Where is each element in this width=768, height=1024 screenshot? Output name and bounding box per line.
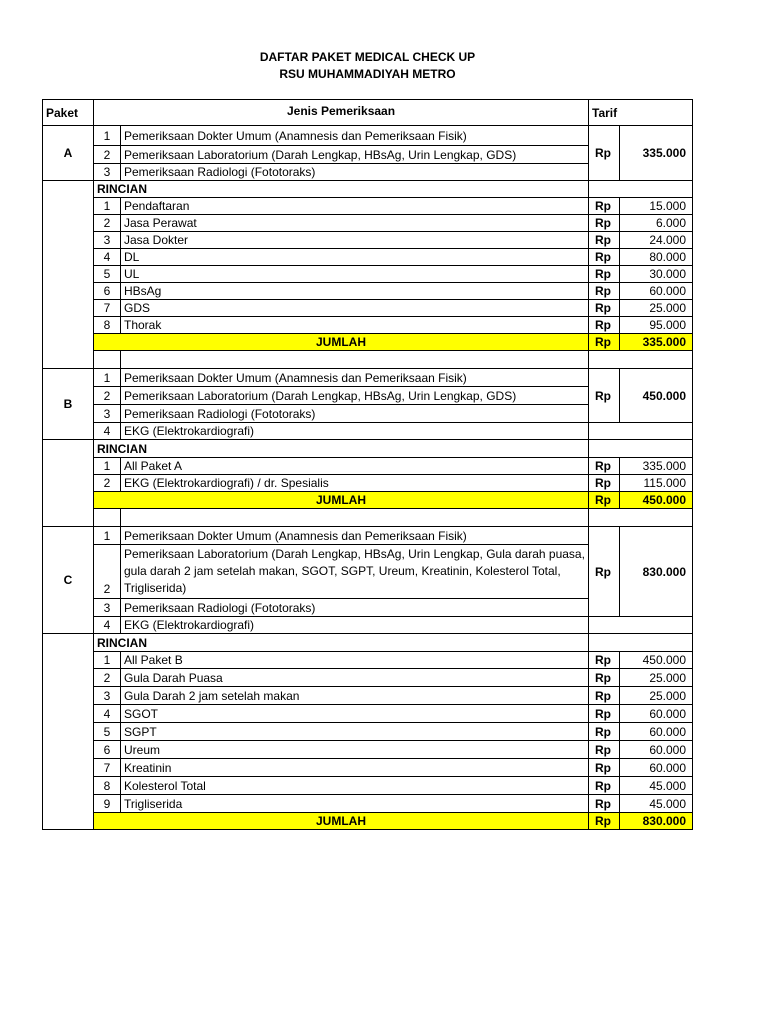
table-row — [43, 669, 693, 687]
rincian-value: 335.000 — [620, 458, 693, 475]
header-paket: Paket — [43, 100, 94, 126]
item-name: Pemeriksaan Laboratorium (Darah Lengkap, HBsAg, Urin Lengkap, Gula darah puasa, gula darah 2 jam setelah makan, SGOT, SGPT, Ureum, Kreatinin, Kolesterol Total, Trigliserida) — [121, 545, 589, 599]
rincian-label: RINCIAN — [94, 634, 589, 652]
paket-a-total: 335.000 — [620, 334, 693, 351]
paket-a-price: 335.000 — [620, 126, 693, 181]
rincian-number: 8 — [94, 317, 121, 334]
rincian-number: 3 — [94, 687, 121, 705]
table-row — [43, 617, 693, 634]
item-name: Pemeriksaan Dokter Umum (Anamnesis dan Pemeriksaan Fisik) — [121, 527, 589, 545]
currency-label: Rp — [589, 334, 620, 351]
currency-label: Rp — [589, 266, 620, 283]
spacer-row — [43, 351, 693, 369]
rincian-label: RINCIAN — [94, 440, 589, 458]
currency-label: Rp — [589, 249, 620, 266]
item-number: 2 — [94, 387, 121, 405]
rincian-value: 6.000 — [620, 215, 693, 232]
rincian-value: 450.000 — [620, 652, 693, 669]
currency-label: Rp — [589, 283, 620, 300]
table-row — [43, 759, 693, 777]
rincian-name: All Paket A — [121, 458, 589, 475]
item-name: Pemeriksaan Radiologi (Fototoraks) — [121, 164, 589, 181]
rincian-number: 6 — [94, 283, 121, 300]
table-row — [43, 317, 693, 334]
item-number: 4 — [94, 617, 121, 634]
table-row — [43, 723, 693, 741]
paket-c-currency: Rp — [589, 527, 620, 617]
paket-a-code: A — [43, 126, 94, 181]
rincian-value: 24.000 — [620, 232, 693, 249]
currency-label: Rp — [589, 317, 620, 334]
rincian-value: 25.000 — [620, 669, 693, 687]
table-row — [43, 300, 693, 317]
table-row — [43, 795, 693, 813]
rincian-value: 60.000 — [620, 705, 693, 723]
item-name: Pemeriksaan Radiologi (Fototoraks) — [121, 599, 589, 617]
table-row — [43, 369, 693, 387]
currency-label: Rp — [589, 723, 620, 741]
paket-a-rincian-spacer — [43, 181, 94, 369]
rincian-number: 1 — [94, 458, 121, 475]
currency-label: Rp — [589, 300, 620, 317]
empty-cell — [94, 351, 121, 369]
empty-cell — [589, 509, 693, 527]
jumlah-row — [43, 813, 693, 830]
rincian-name: Pendaftaran — [121, 198, 589, 215]
table-row — [43, 249, 693, 266]
paket-b-total: 450.000 — [620, 492, 693, 509]
empty-cell — [121, 351, 589, 369]
empty-cell — [589, 617, 693, 634]
rincian-name: Ureum — [121, 741, 589, 759]
table-row — [43, 777, 693, 795]
table-row — [43, 215, 693, 232]
rincian-value: 30.000 — [620, 266, 693, 283]
rincian-number: 3 — [94, 232, 121, 249]
empty-cell — [589, 351, 693, 369]
rincian-name: Gula Darah 2 jam setelah makan — [121, 687, 589, 705]
empty-cell — [589, 423, 693, 440]
jumlah-row — [43, 334, 693, 351]
paket-b-rincian-spacer — [43, 440, 94, 527]
item-name: Pemeriksaan Laboratorium (Darah Lengkap, HBsAg, Urin Lengkap, GDS) — [121, 146, 589, 164]
paket-b-price: 450.000 — [620, 369, 693, 423]
table-header-row — [43, 100, 693, 126]
header-jenis-pemeriksaan: Jenis Pemeriksaan — [94, 100, 589, 126]
item-name: EKG (Elektrokardiografi) — [121, 617, 589, 634]
rincian-header-row — [43, 440, 693, 458]
paket-a-currency: Rp — [589, 126, 620, 181]
table-row — [43, 232, 693, 249]
item-number: 2 — [94, 545, 121, 599]
table-row — [43, 266, 693, 283]
rincian-value: 60.000 — [620, 741, 693, 759]
spacer-row — [43, 509, 693, 527]
rincian-number: 9 — [94, 795, 121, 813]
rincian-name: Jasa Dokter — [121, 232, 589, 249]
empty-cell — [94, 509, 121, 527]
rincian-value: 60.000 — [620, 283, 693, 300]
paket-c-code: C — [43, 527, 94, 634]
medical-checkup-table — [42, 99, 693, 830]
currency-label: Rp — [589, 669, 620, 687]
table-row — [43, 527, 693, 545]
rincian-number: 5 — [94, 723, 121, 741]
currency-label: Rp — [589, 741, 620, 759]
rincian-value: 45.000 — [620, 795, 693, 813]
rincian-name: SGOT — [121, 705, 589, 723]
rincian-value: 95.000 — [620, 317, 693, 334]
currency-label: Rp — [589, 777, 620, 795]
rincian-header-row — [43, 181, 693, 198]
rincian-number: 5 — [94, 266, 121, 283]
item-name: Pemeriksaan Dokter Umum (Anamnesis dan Pemeriksaan Fisik) — [121, 369, 589, 387]
currency-label: Rp — [589, 215, 620, 232]
rincian-value: 25.000 — [620, 300, 693, 317]
currency-label: Rp — [589, 458, 620, 475]
rincian-number: 1 — [94, 652, 121, 669]
currency-label: Rp — [589, 232, 620, 249]
item-number: 3 — [94, 405, 121, 423]
rincian-number: 4 — [94, 249, 121, 266]
rincian-name: Thorak — [121, 317, 589, 334]
rincian-number: 7 — [94, 300, 121, 317]
rincian-value: 15.000 — [620, 198, 693, 215]
rincian-name: UL — [121, 266, 589, 283]
rincian-number: 8 — [94, 777, 121, 795]
empty-cell — [589, 440, 693, 458]
table-row — [43, 198, 693, 215]
item-name: Pemeriksaan Laboratorium (Darah Lengkap, HBsAg, Urin Lengkap, GDS) — [121, 387, 589, 405]
item-name: EKG (Elektrokardiografi) — [121, 423, 589, 440]
item-number: 2 — [94, 146, 121, 164]
item-name: Pemeriksaan Radiologi (Fototoraks) — [121, 405, 589, 423]
currency-label: Rp — [589, 652, 620, 669]
table-row — [43, 458, 693, 475]
item-number: 1 — [94, 527, 121, 545]
rincian-name: All Paket B — [121, 652, 589, 669]
rincian-number: 4 — [94, 705, 121, 723]
table-row — [43, 475, 693, 492]
table-row — [43, 741, 693, 759]
rincian-name: Kreatinin — [121, 759, 589, 777]
item-number: 4 — [94, 423, 121, 440]
empty-cell — [121, 509, 589, 527]
rincian-name: SGPT — [121, 723, 589, 741]
rincian-name: Jasa Perawat — [121, 215, 589, 232]
table-row — [43, 705, 693, 723]
paket-c-price: 830.000 — [620, 527, 693, 617]
empty-cell — [589, 181, 693, 198]
rincian-number: 6 — [94, 741, 121, 759]
rincian-name: DL — [121, 249, 589, 266]
rincian-number: 2 — [94, 215, 121, 232]
rincian-value: 80.000 — [620, 249, 693, 266]
item-number: 1 — [94, 126, 121, 146]
rincian-number: 2 — [94, 475, 121, 492]
rincian-name: Gula Darah Puasa — [121, 669, 589, 687]
paket-c-rincian-spacer — [43, 634, 94, 830]
rincian-value: 60.000 — [620, 723, 693, 741]
table-row — [43, 423, 693, 440]
rincian-number: 2 — [94, 669, 121, 687]
currency-label: Rp — [589, 492, 620, 509]
rincian-name: Trigliserida — [121, 795, 589, 813]
jumlah-label: JUMLAH — [94, 492, 589, 509]
rincian-number: 7 — [94, 759, 121, 777]
rincian-value: 45.000 — [620, 777, 693, 795]
rincian-value: 25.000 — [620, 687, 693, 705]
page-subtitle: RSU MUHAMMADIYAH METRO — [279, 67, 456, 81]
rincian-name: GDS — [121, 300, 589, 317]
currency-label: Rp — [589, 475, 620, 492]
rincian-header-row — [43, 634, 693, 652]
table-row — [43, 652, 693, 669]
empty-cell — [589, 634, 693, 652]
rincian-name: Kolesterol Total — [121, 777, 589, 795]
currency-label: Rp — [589, 795, 620, 813]
item-number: 3 — [94, 599, 121, 617]
currency-label: Rp — [589, 198, 620, 215]
rincian-value: 60.000 — [620, 759, 693, 777]
item-name: Pemeriksaan Dokter Umum (Anamnesis dan Pemeriksaan Fisik) — [121, 126, 589, 146]
currency-label: Rp — [589, 813, 620, 830]
rincian-label: RINCIAN — [94, 181, 589, 198]
table-row — [43, 283, 693, 300]
table-row — [43, 687, 693, 705]
table-row — [43, 126, 693, 146]
currency-label: Rp — [589, 687, 620, 705]
rincian-number: 1 — [94, 198, 121, 215]
page-title: DAFTAR PAKET MEDICAL CHECK UP — [259, 50, 476, 64]
paket-c-total: 830.000 — [620, 813, 693, 830]
jumlah-row — [43, 492, 693, 509]
paket-b-code: B — [43, 369, 94, 440]
currency-label: Rp — [589, 759, 620, 777]
currency-label: Rp — [589, 705, 620, 723]
jumlah-label: JUMLAH — [94, 813, 589, 830]
item-number: 1 — [94, 369, 121, 387]
item-number: 3 — [94, 164, 121, 181]
rincian-value: 115.000 — [620, 475, 693, 492]
rincian-name: EKG (Elektrokardiografi) / dr. Spesialis — [121, 475, 589, 492]
rincian-name: HBsAg — [121, 283, 589, 300]
paket-b-currency: Rp — [589, 369, 620, 423]
jumlah-label: JUMLAH — [94, 334, 589, 351]
header-tarif: Tarif — [589, 100, 693, 126]
